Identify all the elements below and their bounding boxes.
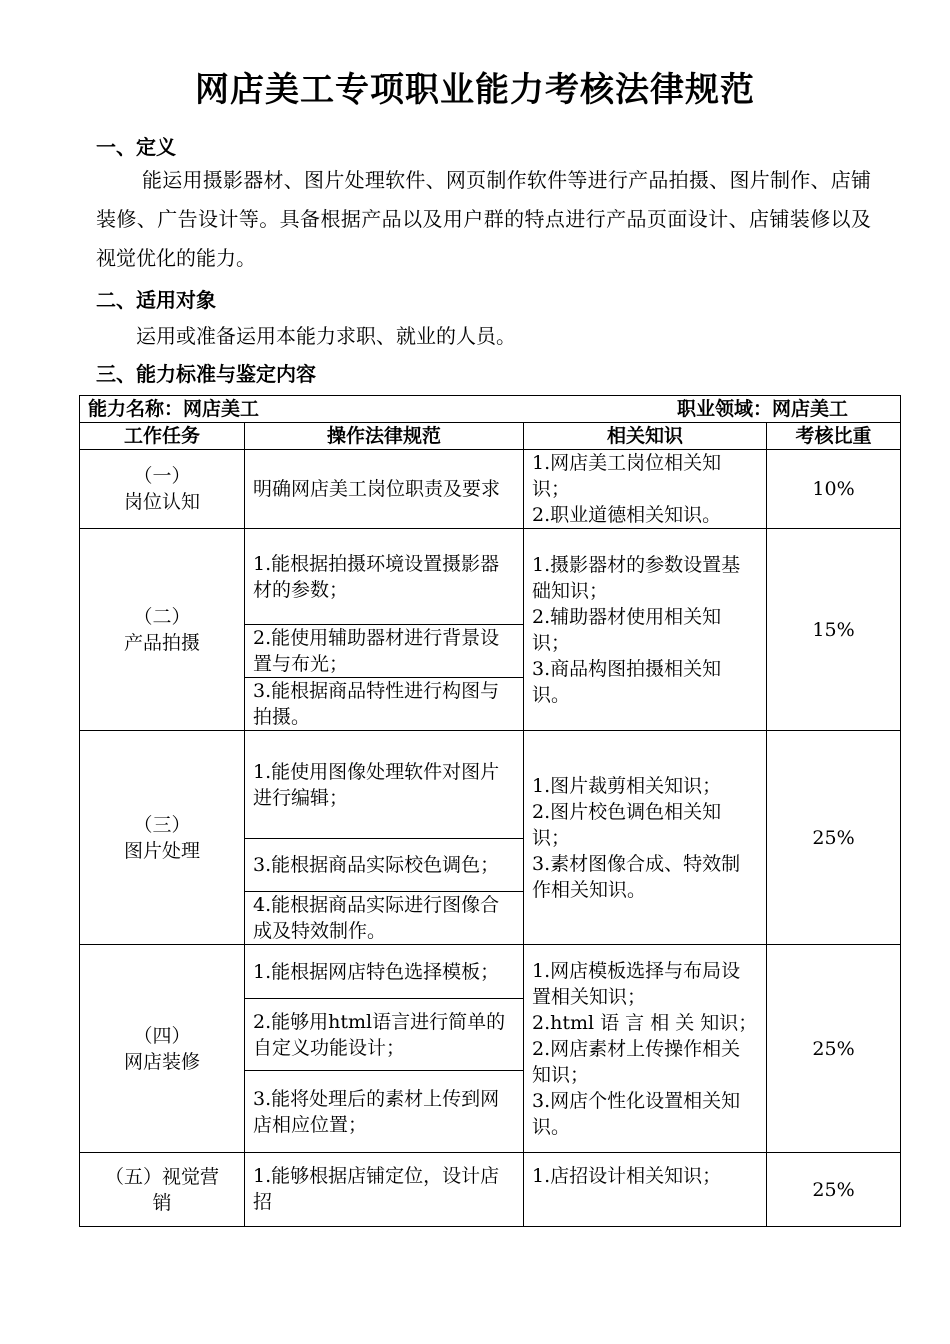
operation-cell: 1.能够根据店铺定位，设计店招 <box>245 1153 524 1227</box>
task-cell <box>80 529 245 731</box>
task-number: （五）视觉营 <box>104 1165 219 1188</box>
task-name: 销 <box>152 1191 172 1214</box>
knowledge-cell: 1.店招设计相关知识； <box>524 1153 767 1227</box>
task-name: 产品拍摄 <box>123 631 200 654</box>
definition-text: 能运用摄影器材、图片处理软件、网页制作软件等进行产品拍摄、图片制作、店铺装修、广告设计等。具备根据产品以及用户群的特点进行产品页面设计、店铺装修以及视觉优化的能力。 <box>96 168 871 270</box>
task-number: （三） <box>133 813 191 836</box>
task-name: 网店装修 <box>123 1050 200 1073</box>
operation-cell: 3.能将处理后的素材上传到网店相应位置； <box>245 1071 524 1153</box>
weight-cell: 25% <box>767 1153 901 1227</box>
operation-cell: 2.能够用html语言进行简单的自定义功能设计； <box>245 999 524 1071</box>
task-number: （四） <box>133 1024 191 1047</box>
table-title-row <box>80 396 901 423</box>
operation-cell: 2.能使用辅助器材进行背景设置与布光； <box>245 625 524 678</box>
operation-cell: 3.能根据商品特性进行构图与拍摄。 <box>245 678 524 731</box>
task-cell <box>80 450 245 529</box>
document-title: 网店美工专项职业能力考核法律规范 <box>195 70 755 110</box>
ability-name: 能力名称：网店美工 <box>88 398 260 420</box>
knowledge-cell: 1.网店模板选择与布局设置相关知识； 2.html 语 言 相 关 知识； 2.网店素材上传操作相关知识； 3.网店个性化设置相关知识。 <box>524 945 767 1153</box>
table-row <box>80 1153 901 1227</box>
section-heading-definition: 一、定义 <box>96 135 176 159</box>
task-number: （二） <box>133 605 191 628</box>
weight-cell: 15% <box>767 529 901 731</box>
section-heading-audience: 二、适用对象 <box>96 288 216 312</box>
operation-cell: 1.能根据网店特色选择模板； <box>245 945 524 999</box>
operation-cell: 4.能根据商品实际进行图像合成及特效制作。 <box>245 892 524 945</box>
knowledge-cell: 1.图片裁剪相关知识； 2.图片校色调色相关知识； 3.素材图像合成、特效制作相关知识。 <box>524 731 767 945</box>
operation-cell: 1.能使用图像处理软件对图片进行编辑； <box>245 731 524 839</box>
audience-text: 运用或准备运用本能力求职、就业的人员。 <box>136 324 516 348</box>
table-row <box>80 450 901 529</box>
occupation-field: 职业领域：网店美工 <box>677 398 849 420</box>
task-name: 图片处理 <box>123 839 200 862</box>
weight-cell: 10% <box>767 450 901 529</box>
task-name: 岗位认知 <box>123 491 200 513</box>
task-cell <box>80 731 245 945</box>
task-number: （一） <box>133 465 191 487</box>
table-row <box>80 529 901 625</box>
knowledge-cell: 1.摄影器材的参数设置基础知识； 2.辅助器材使用相关知识； 3.商品构图拍摄相关知识。 <box>524 529 767 731</box>
task-cell <box>80 1153 245 1227</box>
operation-cell: 1.能根据拍摄环境设置摄影器材的参数； <box>245 529 524 625</box>
header-task: 工作任务 <box>80 423 245 450</box>
operation-cell: 3.能根据商品实际校色调色； <box>245 839 524 892</box>
knowledge-cell: 1.网店美工岗位相关知识； 2.职业道德相关知识。 <box>524 450 767 529</box>
weight-cell: 25% <box>767 945 901 1153</box>
table-row <box>80 945 901 999</box>
task-cell <box>80 945 245 1153</box>
section-heading-standards: 三、能力标准与鉴定内容 <box>96 362 316 386</box>
header-operation: 操作法律规范 <box>245 423 524 450</box>
table-row <box>80 731 901 839</box>
standards-table <box>79 395 901 1227</box>
header-weight: 考核比重 <box>767 423 901 450</box>
operation-cell: 明确网店美工岗位职责及要求 <box>245 450 524 529</box>
header-knowledge: 相关知识 <box>524 423 767 450</box>
weight-cell: 25% <box>767 731 901 945</box>
